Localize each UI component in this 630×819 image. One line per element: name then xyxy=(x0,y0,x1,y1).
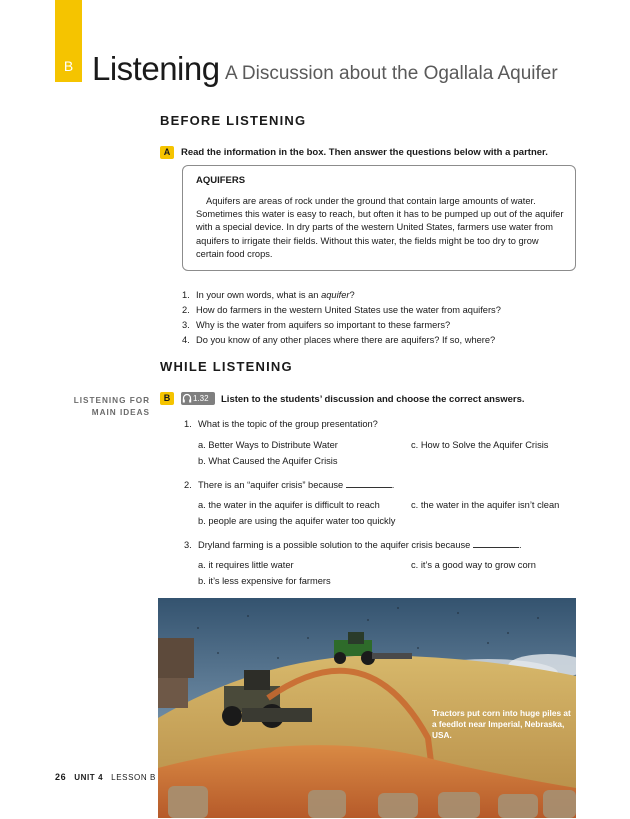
answer-blank xyxy=(346,479,392,488)
unit-label: UNIT 4 xyxy=(74,773,104,782)
info-box-title: AQUIFERS xyxy=(196,175,246,186)
answer-option[interactable]: b. What Caused the Aquifer Crisis xyxy=(198,456,338,466)
photo-caption: Tractors put corn into huge piles at a feedlot near Imperial, Nebraska, USA. xyxy=(432,708,571,740)
answer-option[interactable]: c. How to Solve the Aquifer Crisis xyxy=(411,440,549,450)
question-row: 2. How do farmers in the western United States use the water from aquifers? xyxy=(182,305,501,315)
listening-question-1: 1. What is the topic of the group presentation? xyxy=(184,419,378,429)
skill-side-label: LISTENING FOR MAIN IDEAS xyxy=(73,396,150,417)
question-row: 4. Do you know of any other places where there are aquifers? If so, where? xyxy=(182,335,496,345)
answer-option[interactable]: c. the water in the aquifer isn’t clean xyxy=(411,500,560,510)
answer-option[interactable]: a. Better Ways to Distribute Water xyxy=(198,440,338,450)
audio-track-button[interactable] xyxy=(181,392,215,405)
listening-question-3: 3. Dryland farming is a possible solution to the aquifer crisis because . xyxy=(184,540,522,550)
answer-option[interactable]: b. it’s less expensive for farmers xyxy=(198,576,331,586)
info-box-text: Aquifers are areas of rock under the ground that contain large amounts of water. Sometimes this water is easy to reach, but often it has to be pumped up out of the aquifer with a special device. In dry parts of the western United States, farmers use water from aquifers to irrigate their fields. Without this water, the fields might be too dry to grow certain food crops. xyxy=(196,196,564,259)
listening-question-2: 2. There is an “aquifer crisis” because . xyxy=(184,480,395,490)
page-footer xyxy=(55,772,156,782)
before-listening-heading: BEFORE LISTENING xyxy=(160,113,307,128)
answer-option[interactable]: a. the water in the aquifer is difficult to reach xyxy=(198,500,380,510)
exercise-b-badge: B xyxy=(160,392,174,405)
section-letter: B xyxy=(63,58,74,74)
exercise-a-badge: A xyxy=(160,146,174,159)
answer-option[interactable]: b. people are using the aquifer water too quickly xyxy=(198,516,396,526)
exercise-b-instruction: Listen to the students’ discussion and choose the correct answers. xyxy=(221,394,525,405)
discussion-questions xyxy=(182,288,501,348)
page-number: 26 xyxy=(55,772,67,782)
answer-option[interactable]: c. it’s a good way to grow corn xyxy=(411,560,536,570)
while-listening-heading: WHILE LISTENING xyxy=(160,359,293,374)
answer-option[interactable]: a. it requires little water xyxy=(198,560,294,570)
exercise-a-instruction: Read the information in the box. Then answer the questions below with a partner. xyxy=(181,147,548,158)
question-row: 3. Why is the water from aquifers so important to these farmers? xyxy=(182,320,451,330)
page-subtitle: A Discussion about the Ogallala Aquifer xyxy=(225,63,558,84)
lesson-label: LESSON B xyxy=(111,773,156,782)
headphones-icon xyxy=(181,392,193,405)
audio-track-number: 1.32 xyxy=(193,394,209,403)
page-title: Listening xyxy=(92,50,220,87)
answer-blank xyxy=(473,539,519,548)
question-row: 1. In your own words, what is an aquifer? xyxy=(182,290,355,300)
